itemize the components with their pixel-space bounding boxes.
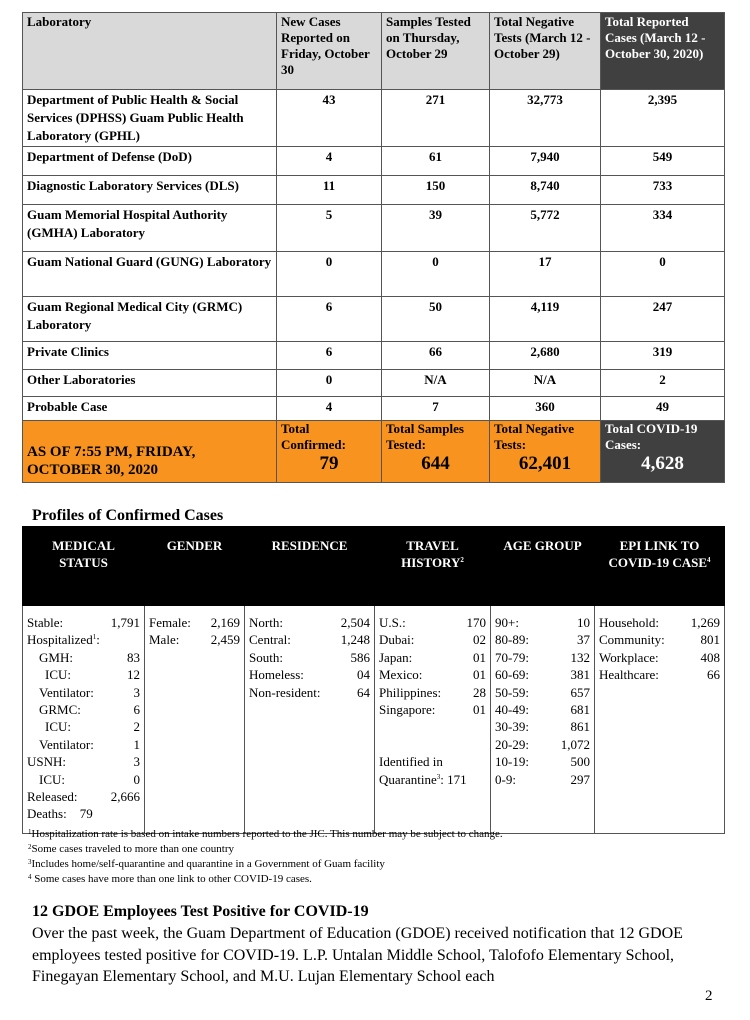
age-group-item — [495, 771, 590, 788]
footnote-marker: 2 — [28, 843, 32, 851]
gender-cell — [145, 606, 245, 834]
footnote-marker: 1 — [28, 828, 32, 836]
total-negative-cell: 2,680 — [490, 342, 601, 370]
travel-item — [379, 666, 486, 683]
grmc-ventilator-value: 1 — [133, 736, 140, 752]
lab-name-cell: Probable Case — [23, 397, 277, 421]
news-heading: 12 GDOE Employees Test Positive for COVID-19 — [32, 903, 369, 920]
footnote — [28, 827, 503, 842]
gender-item — [149, 631, 240, 648]
lab-name-cell: Guam Memorial Hospital Authority (GMHA) Laboratory — [23, 205, 277, 252]
gmh-ventilator-label: Ventilator: — [39, 684, 94, 700]
residence-item — [249, 649, 370, 666]
residence-label: Central: — [249, 632, 291, 648]
header-new-cases: New Cases Reported on Friday, October 30 — [277, 13, 382, 90]
samples-tested-cell: 61 — [382, 147, 490, 176]
grmc-ventilator-label: Ventilator: — [39, 736, 94, 752]
age-group-item — [495, 718, 590, 735]
residence-value: 04 — [357, 667, 370, 683]
residence-label: Non-resident: — [249, 684, 321, 700]
age-group-label: 40-49: — [495, 702, 529, 718]
lab-name-cell: Department of Public Health & Social Services (DPHSS) Guam Public Health Laboratory (GPHL) — [23, 90, 277, 147]
total-reported-cell: 2,395 — [601, 90, 725, 147]
gender-label: Female: — [149, 615, 191, 630]
age-group-item — [495, 631, 590, 648]
epi-link-value: 66 — [707, 667, 720, 683]
lab-row — [23, 90, 725, 147]
header-residence: RESIDENCE — [245, 527, 375, 606]
samples-tested-cell: 150 — [382, 176, 490, 205]
header-total-negative: Total Negative Tests (March 12 - October 29) — [490, 13, 601, 90]
quarantine-footnote-ref: 3 — [436, 772, 441, 781]
footnote-text: Some cases have more than one link to other COVID-19 cases. — [31, 873, 312, 885]
header-gender: GENDER — [145, 527, 245, 606]
total-confirmed-label: Total Confirmed: — [281, 421, 346, 452]
gmh-icu-value: 12 — [127, 667, 140, 683]
grmc-value: 6 — [133, 702, 140, 718]
header-total-reported: Total Reported Cases (March 12 - October 30, 2020) — [601, 13, 725, 90]
total-samples-value: 644 — [421, 453, 450, 474]
footnote-marker: 3 — [28, 858, 32, 866]
total-samples-label: Total Samples Tested: — [386, 421, 464, 452]
epi-link-value: 801 — [700, 632, 720, 648]
quarantine-value: : 171 — [440, 771, 467, 787]
stable-value: 1,791 — [110, 615, 140, 630]
deaths-value: 79 — [79, 806, 93, 822]
epi-link-value: 1,269 — [690, 615, 720, 630]
total-negative-cell: 17 — [490, 252, 601, 297]
age-group-item — [495, 666, 590, 683]
epi-link-label: Workplace: — [599, 649, 659, 665]
gmh-label: GMH: — [39, 649, 73, 665]
quarantine-label-line1: Identified in — [379, 754, 443, 770]
lab-row — [23, 252, 725, 297]
residence-value: 1,248 — [340, 632, 370, 648]
age-group-item — [495, 701, 590, 718]
medical-gmh-icu — [27, 666, 140, 683]
usnh-label: USNH: — [27, 754, 67, 770]
medical-hospitalized — [27, 631, 140, 648]
footnote — [28, 857, 385, 872]
new-cases-cell: 4 — [277, 147, 382, 176]
gender-value: 2,169 — [210, 615, 240, 630]
travel-history-footnote-ref: 2 — [460, 556, 464, 564]
deaths-label: Deaths: — [27, 806, 67, 822]
lab-row — [23, 297, 725, 342]
epi-link-item — [599, 666, 720, 683]
age-group-item — [495, 649, 590, 666]
total-reported-cell: 319 — [601, 342, 725, 370]
page-number: 2 — [705, 988, 713, 1004]
medical-usnh — [27, 753, 140, 770]
new-cases-cell: 5 — [277, 205, 382, 252]
age-group-item — [495, 736, 590, 753]
usnh-icu-label: ICU: — [39, 771, 65, 787]
hospitalized-label: Hospitalized — [27, 632, 93, 648]
travel-list — [379, 614, 486, 718]
age-group-value: 500 — [570, 754, 590, 770]
footnote — [28, 872, 312, 887]
medical-grmc-icu — [27, 718, 140, 735]
total-reported-cell: 247 — [601, 297, 725, 342]
samples-tested-cell: 66 — [382, 342, 490, 370]
samples-tested-cell: 7 — [382, 397, 490, 421]
header-travel-history — [375, 527, 491, 606]
total-reported-cell: 334 — [601, 205, 725, 252]
lab-row — [23, 342, 725, 370]
laboratory-table-header — [23, 13, 725, 90]
header-samples-tested: Samples Tested on Thursday, October 29 — [382, 13, 490, 90]
gender-value: 2,459 — [210, 632, 240, 648]
new-cases-cell: 6 — [277, 297, 382, 342]
age-group-label: 50-59: — [495, 684, 529, 700]
medical-released — [27, 788, 140, 805]
stable-label: Stable: — [27, 615, 64, 630]
epi-link-label: Healthcare: — [599, 667, 659, 683]
as-of-timestamp: AS OF 7:55 PM, FRIDAY, OCTOBER 30, 2020 — [27, 444, 196, 478]
age-group-item — [495, 684, 590, 701]
gmh-icu-label: ICU: — [45, 667, 71, 683]
footnote-text: Some cases traveled to more than one country — [31, 843, 235, 855]
new-cases-cell: 6 — [277, 342, 382, 370]
lab-name-cell: Guam Regional Medical City (GRMC) Laboratory — [23, 297, 277, 342]
residence-item — [249, 666, 370, 683]
gmh-value: 83 — [127, 649, 140, 665]
travel-item — [379, 649, 486, 666]
new-cases-cell: 0 — [277, 370, 382, 397]
lab-name-cell: Department of Defense (DoD) — [23, 147, 277, 176]
age-group-value: 861 — [570, 719, 590, 735]
lab-row — [23, 370, 725, 397]
age-group-label: 0-9: — [495, 771, 516, 787]
age-group-label: 80-89: — [495, 632, 529, 648]
travel-history-cell — [375, 606, 491, 834]
travel-label: U.S.: — [379, 615, 406, 630]
travel-item — [379, 701, 486, 718]
age-group-label: 10-19: — [495, 754, 529, 770]
medical-stable — [27, 614, 140, 631]
total-negative-cell: N/A — [490, 370, 601, 397]
travel-label: Dubai: — [379, 632, 415, 648]
hospitalized-colon: : — [96, 632, 100, 648]
footnote — [28, 842, 234, 857]
travel-value: 28 — [473, 684, 486, 700]
usnh-icu-value: 0 — [133, 771, 140, 787]
total-negative-label: Total Negative Tests: — [494, 421, 575, 452]
travel-value: 01 — [473, 649, 486, 665]
footnote-text: Includes home/self-quarantine and quarantine in a Government of Guam facility — [31, 858, 385, 870]
medical-gmh-ventilator — [27, 684, 140, 701]
header-age-group: AGE GROUP — [491, 527, 595, 606]
residence-value: 64 — [357, 684, 370, 700]
grmc-icu-label: ICU: — [45, 719, 71, 735]
age-group-label: 90+: — [495, 615, 519, 630]
travel-value: 02 — [473, 632, 486, 648]
profiles-header-row — [23, 527, 725, 606]
travel-item — [379, 631, 486, 648]
gender-label: Male: — [149, 632, 180, 648]
travel-label: Singapore: — [379, 702, 436, 718]
age-group-cell — [491, 606, 595, 834]
usnh-value: 3 — [133, 754, 140, 770]
total-negative-cell: 8,740 — [490, 176, 601, 205]
total-covid-cell — [601, 421, 725, 483]
hospitalized-footnote-ref: 1 — [92, 633, 97, 642]
footnote-marker: 4 — [28, 873, 32, 881]
age-group-item — [495, 753, 590, 770]
total-negative-cell: 5,772 — [490, 205, 601, 252]
medical-gmh — [27, 649, 140, 666]
epi-link-item — [599, 649, 720, 666]
totals-as-of — [23, 421, 277, 483]
samples-tested-cell: 271 — [382, 90, 490, 147]
total-negative-value: 62,401 — [518, 453, 572, 474]
medical-usnh-icu — [27, 771, 140, 788]
travel-label: Philippines: — [379, 684, 442, 700]
medical-status-cell — [23, 606, 145, 834]
residence-value: 2,504 — [340, 615, 370, 630]
total-reported-cell: 733 — [601, 176, 725, 205]
total-confirmed-value: 79 — [319, 453, 339, 474]
residence-cell — [245, 606, 375, 834]
header-laboratory: Laboratory — [23, 13, 277, 90]
new-cases-cell: 4 — [277, 397, 382, 421]
lab-row — [23, 397, 725, 421]
epi-link-footnote-ref: 4 — [707, 556, 711, 564]
lab-name-cell: Diagnostic Laboratory Services (DLS) — [23, 176, 277, 205]
residence-item — [249, 684, 370, 701]
age-group-item — [495, 614, 590, 631]
samples-tested-cell: 50 — [382, 297, 490, 342]
laboratory-table — [22, 12, 725, 483]
travel-item — [379, 684, 486, 701]
samples-tested-cell: 39 — [382, 205, 490, 252]
totals-row — [23, 421, 725, 483]
total-negative-cell: 4,119 — [490, 297, 601, 342]
total-covid-value: 4,628 — [641, 453, 684, 474]
residence-label: North: — [249, 615, 283, 630]
total-reported-cell: 49 — [601, 397, 725, 421]
grmc-icu-value: 2 — [133, 719, 140, 735]
profiles-title: Profiles of Confirmed Cases — [32, 507, 224, 524]
age-group-value: 132 — [570, 649, 590, 665]
header-epi-link — [595, 527, 725, 606]
travel-label: Japan: — [379, 649, 413, 665]
residence-label: Homeless: — [249, 667, 304, 683]
samples-tested-cell: 0 — [382, 252, 490, 297]
total-covid-label: Total COVID-19 Cases: — [605, 421, 698, 452]
epi-link-value: 408 — [700, 649, 720, 665]
age-group-label: 20-29: — [495, 736, 529, 752]
grmc-label: GRMC: — [39, 702, 81, 718]
age-group-value: 381 — [570, 667, 590, 683]
total-reported-cell: 0 — [601, 252, 725, 297]
travel-value: 01 — [473, 667, 486, 683]
profiles-table — [22, 526, 725, 834]
travel-label: Mexico: — [379, 667, 423, 683]
epi-link-label: Household: — [599, 615, 659, 630]
age-group-value: 10 — [577, 615, 590, 630]
gender-item — [149, 614, 240, 631]
samples-tested-cell: N/A — [382, 370, 490, 397]
new-cases-cell: 11 — [277, 176, 382, 205]
new-cases-cell: 0 — [277, 252, 382, 297]
lab-name-cell: Guam National Guard (GUNG) Laboratory — [23, 252, 277, 297]
total-samples-cell — [382, 421, 490, 483]
gmh-ventilator-value: 3 — [133, 684, 140, 700]
residence-item — [249, 631, 370, 648]
quarantine-label: Quarantine — [379, 771, 437, 787]
total-negative-cell: 7,940 — [490, 147, 601, 176]
lab-row — [23, 205, 725, 252]
epi-link-item — [599, 631, 720, 648]
total-reported-cell: 549 — [601, 147, 725, 176]
quarantine-line2 — [379, 771, 486, 788]
total-reported-cell: 2 — [601, 370, 725, 397]
age-group-value: 1,072 — [560, 736, 590, 752]
travel-value: 170 — [466, 615, 486, 630]
header-medical-status: MEDICAL STATUS — [23, 527, 145, 606]
travel-value: 01 — [473, 702, 486, 718]
released-value: 2,666 — [110, 789, 140, 805]
total-negative-cell: 360 — [490, 397, 601, 421]
medical-deaths — [27, 805, 140, 822]
age-group-value: 681 — [570, 702, 590, 718]
travel-item — [379, 614, 486, 631]
age-group-label: 60-69: — [495, 667, 529, 683]
age-group-value: 657 — [570, 684, 590, 700]
lab-row — [23, 176, 725, 205]
total-negative-cell: 32,773 — [490, 90, 601, 147]
footnote-text: Hospitalization rate is based on intake numbers reported to the JIC. This number may be subject to change. — [31, 828, 503, 840]
new-cases-cell: 43 — [277, 90, 382, 147]
news-body: Over the past week, the Guam Department of Education (GDOE) received notification that 12 GDOE employees tested positive for COVID-19. L.P. Untalan Middle School, Talofofo Elementary School, Finegayan Elementary School, and M.U. Lujan Elementary School each — [32, 925, 683, 985]
epi-link-label: Community: — [599, 632, 665, 648]
residence-item — [249, 614, 370, 631]
residence-value: 586 — [350, 649, 370, 665]
travel-history-label: TRAVEL HISTORY — [401, 538, 461, 570]
profiles-body-row — [23, 606, 725, 834]
epi-link-cell — [595, 606, 725, 834]
medical-grmc — [27, 701, 140, 718]
age-group-value: 297 — [570, 771, 590, 787]
epi-link-label: EPI LINK TO COVID-19 CASE — [608, 538, 708, 570]
age-group-label: 30-39: — [495, 719, 529, 735]
total-negative-cell — [490, 421, 601, 483]
lab-row — [23, 147, 725, 176]
released-label: Released: — [27, 789, 78, 805]
lab-name-cell: Other Laboratories — [23, 370, 277, 397]
epi-link-item — [599, 614, 720, 631]
medical-grmc-ventilator — [27, 736, 140, 753]
residence-label: South: — [249, 649, 283, 665]
lab-name-cell: Private Clinics — [23, 342, 277, 370]
age-group-value: 37 — [577, 632, 590, 648]
age-group-label: 70-79: — [495, 649, 529, 665]
total-confirmed-cell — [277, 421, 382, 483]
